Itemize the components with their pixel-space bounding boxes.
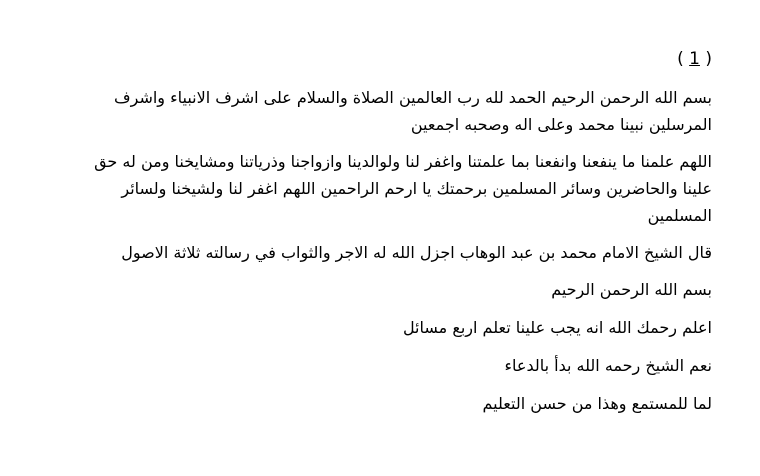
paragraph-basmala: بسم الله الرحمن الرحيم: [551, 280, 712, 299]
page-number: [92, 44, 712, 74]
paragraph-supplication: اللهم علمنا ما ينفعنا وانفعنا بما علمتنا واغفر لنا ولوالدينا وازواجنا وذرياتنا ومشايخنا ومن له حق علينا والحاضرين وسائر المسلمين برحمتك يا ارحم الراحمين اللهم اغفر لنا ولشيخنا ولسائر المسلمين: [94, 152, 712, 225]
paragraph-commentary-1: نعم الشيخ رحمه الله بدأ بالدعاء: [504, 356, 712, 375]
paragraph-commentary-2: لما للمستمع وهذا من حسن التعليم: [482, 394, 712, 413]
paragraph-four-issues: اعلم رحمك الله انه يجب علينا تعلم اربع مسائل: [402, 318, 712, 337]
page-number-open: (: [699, 49, 712, 69]
document-body: [92, 44, 712, 428]
paragraph-author-intro: قال الشيخ الامام محمد بن عبد الوهاب اجزل الله له الاجر والثواب في رسالته ثلاثة الاصول: [121, 243, 712, 262]
page-number-close: ): [677, 49, 690, 69]
paragraph-opening: بسم الله الرحمن الرحيم الحمد لله رب العالمين الصلاة والسلام على اشرف الانبياء واشرف المرسلين نبينا محمد وعلى اله وصحبه اجمعين: [114, 88, 712, 134]
page-number-value: 1: [689, 49, 700, 69]
